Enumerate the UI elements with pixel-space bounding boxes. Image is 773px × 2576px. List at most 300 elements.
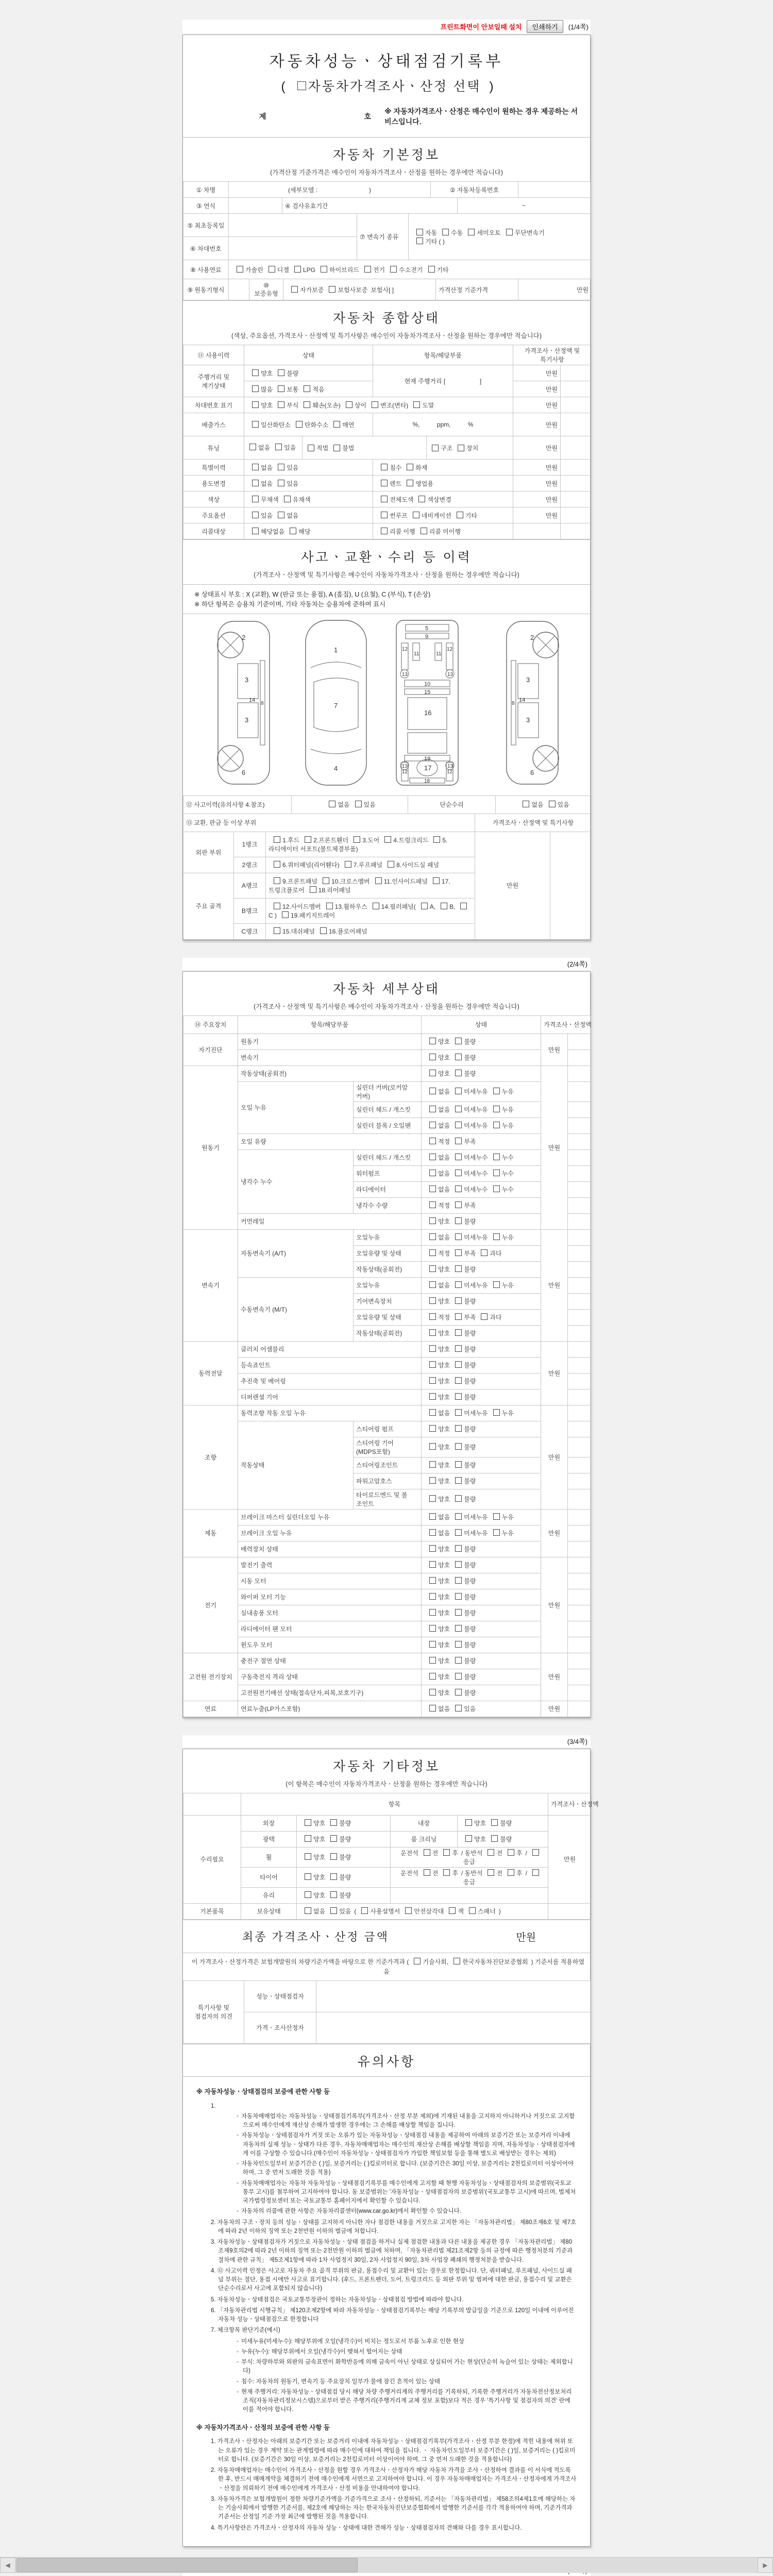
checkbox[interactable] xyxy=(390,266,397,273)
price-note-cell[interactable] xyxy=(568,1049,591,1065)
price-cell: 만원 xyxy=(513,507,561,523)
scrollbar-thumb[interactable] xyxy=(16,2558,358,2572)
price-note-cell[interactable] xyxy=(568,1421,591,1437)
price-note-cell[interactable] xyxy=(568,1309,591,1325)
checkbox[interactable] xyxy=(442,229,449,235)
checkbox[interactable] xyxy=(429,1393,436,1400)
checkbox[interactable] xyxy=(278,480,284,486)
checkbox[interactable] xyxy=(416,238,423,244)
checkbox[interactable] xyxy=(455,1138,462,1144)
checkbox[interactable] xyxy=(532,1849,539,1856)
checkbox[interactable] xyxy=(465,1819,472,1826)
checkbox[interactable] xyxy=(455,1657,462,1664)
checkbox[interactable] xyxy=(355,801,362,807)
price-note-cell[interactable] xyxy=(568,1117,591,1133)
checkbox[interactable] xyxy=(252,401,259,408)
checkbox[interactable] xyxy=(455,1170,462,1176)
checkbox[interactable] xyxy=(429,1265,436,1272)
checkbox[interactable] xyxy=(455,1705,462,1711)
checkbox[interactable] xyxy=(278,369,284,376)
checkbox[interactable] xyxy=(381,480,388,486)
checkbox[interactable] xyxy=(493,1106,500,1112)
assessor-remarks[interactable] xyxy=(316,2012,591,2043)
checkbox[interactable] xyxy=(418,496,425,502)
price-cell[interactable] xyxy=(513,523,561,539)
checkbox-label: 양호 xyxy=(438,1496,450,1503)
checkbox[interactable] xyxy=(321,266,327,273)
price-note-cell[interactable] xyxy=(568,1325,591,1341)
checkbox[interactable] xyxy=(493,1513,500,1520)
checkbox[interactable] xyxy=(455,1609,462,1616)
checkbox[interactable] xyxy=(375,877,382,884)
price-note-cell[interactable] xyxy=(568,1405,591,1421)
checkbox[interactable] xyxy=(330,1835,337,1842)
checkbox[interactable] xyxy=(455,1673,462,1680)
checkbox[interactable] xyxy=(381,464,388,470)
checkbox[interactable] xyxy=(455,1038,462,1044)
checkbox[interactable] xyxy=(429,1495,436,1502)
checkbox[interactable] xyxy=(354,836,360,843)
checkbox[interactable] xyxy=(278,385,284,392)
checkbox[interactable] xyxy=(441,903,447,909)
checkbox[interactable] xyxy=(429,1529,436,1536)
checkbox[interactable] xyxy=(424,1849,430,1856)
checkbox[interactable] xyxy=(493,1170,500,1176)
checkbox[interactable] xyxy=(304,401,310,408)
price-note-cell[interactable] xyxy=(568,1293,591,1309)
checkbox[interactable] xyxy=(491,1819,498,1826)
price-note-cell[interactable] xyxy=(548,1903,592,1919)
checkbox[interactable] xyxy=(381,496,388,502)
price-note-cell[interactable] xyxy=(568,1685,591,1701)
checkbox[interactable] xyxy=(330,1873,337,1880)
checkbox[interactable] xyxy=(455,1409,462,1416)
subitem-label: 실린더 헤드 / 개스킷 xyxy=(354,1149,422,1165)
checkbox[interactable] xyxy=(429,1201,436,1208)
checkbox[interactable] xyxy=(252,480,259,486)
inspector-remarks[interactable] xyxy=(316,1980,591,2012)
field-first-reg-value[interactable] xyxy=(229,214,357,237)
price-note-cell[interactable] xyxy=(568,1081,591,1101)
checkbox[interactable] xyxy=(429,1561,436,1568)
checkbox[interactable] xyxy=(429,1361,436,1368)
checkbox[interactable] xyxy=(455,1106,462,1112)
checkbox[interactable] xyxy=(455,1377,462,1384)
checkbox[interactable] xyxy=(429,1545,436,1552)
checkbox[interactable] xyxy=(274,903,280,909)
price-note-cell[interactable] xyxy=(561,413,592,436)
checkbox[interactable] xyxy=(455,1641,462,1648)
checkbox[interactable] xyxy=(468,229,475,235)
price-note-cell[interactable] xyxy=(568,1277,591,1293)
checkbox[interactable] xyxy=(290,528,296,534)
price-note-cell[interactable] xyxy=(561,365,592,381)
checkbox[interactable] xyxy=(330,1891,337,1898)
checkbox[interactable] xyxy=(429,1281,436,1288)
mainoption-options-1 xyxy=(244,507,373,523)
checkbox[interactable] xyxy=(278,512,284,518)
checkbox[interactable] xyxy=(491,1835,498,1842)
price-note-cell[interactable] xyxy=(561,436,592,460)
checkbox[interactable] xyxy=(457,512,463,518)
emission-values[interactable]: %, ppm, % xyxy=(373,413,513,436)
checkbox[interactable] xyxy=(429,1070,436,1076)
checkbox[interactable] xyxy=(481,1313,488,1320)
horizontal-scrollbar[interactable] xyxy=(0,2557,773,2573)
price-note-cell[interactable] xyxy=(568,1357,591,1373)
checkbox[interactable] xyxy=(414,1958,421,1964)
price-note-cell[interactable] xyxy=(568,1557,591,1573)
price-note-cell[interactable] xyxy=(561,492,592,507)
legend-line-1: ※ 상태표시 부호 : X (교환), W (판금 또는 용접), A (흠집), U (요철), C (부식), T (손상) xyxy=(194,591,431,598)
checkbox[interactable] xyxy=(429,1425,436,1432)
checkbox[interactable] xyxy=(330,1853,337,1860)
checkbox[interactable] xyxy=(493,1233,500,1240)
svg-text:4: 4 xyxy=(334,764,338,772)
checkbox[interactable] xyxy=(421,903,428,909)
checkbox[interactable] xyxy=(429,1138,436,1144)
section-title-etc: 자동차 기타정보 xyxy=(333,1759,440,1774)
checkbox[interactable] xyxy=(508,1869,514,1876)
checkbox[interactable] xyxy=(372,401,378,408)
checkbox[interactable] xyxy=(455,1477,462,1484)
checkbox[interactable] xyxy=(373,903,379,909)
checkbox[interactable] xyxy=(455,1577,462,1584)
checkbox[interactable] xyxy=(249,444,256,450)
checkbox[interactable] xyxy=(429,1477,436,1484)
checkbox[interactable] xyxy=(429,1038,436,1044)
checkbox[interactable] xyxy=(429,1377,436,1384)
checkbox[interactable] xyxy=(305,1907,311,1914)
checkbox[interactable] xyxy=(455,1361,462,1368)
checkbox[interactable] xyxy=(284,496,291,502)
checkbox[interactable] xyxy=(364,266,371,273)
price-note-cell[interactable] xyxy=(568,1033,591,1049)
field-submodel[interactable]: (세부모델 : ) xyxy=(229,182,431,198)
checkbox[interactable] xyxy=(429,1106,436,1112)
checkbox[interactable] xyxy=(278,401,284,408)
checkbox[interactable] xyxy=(429,1625,436,1632)
checkbox[interactable] xyxy=(455,1265,462,1272)
checkbox[interactable] xyxy=(429,1249,436,1256)
price-note-cell[interactable] xyxy=(568,1261,591,1277)
checkbox[interactable] xyxy=(429,1233,436,1240)
checkbox[interactable] xyxy=(429,1577,436,1584)
price-note-cell[interactable] xyxy=(568,1489,591,1509)
checkbox[interactable] xyxy=(453,1958,460,1964)
price-note-cell[interactable] xyxy=(561,397,592,413)
field-reg-no-value[interactable] xyxy=(518,182,591,198)
checkbox[interactable] xyxy=(455,1233,462,1240)
price-note-cell[interactable] xyxy=(568,1181,591,1197)
checkbox[interactable] xyxy=(460,903,467,909)
checkbox[interactable] xyxy=(455,1329,462,1336)
checkbox[interactable] xyxy=(455,1088,462,1094)
checkbox-label: 렌트 xyxy=(390,480,402,487)
checkbox[interactable] xyxy=(506,229,513,235)
checkbox[interactable] xyxy=(416,229,423,235)
checkbox[interactable] xyxy=(465,1835,472,1842)
print-button[interactable]: 인쇄하기 xyxy=(527,20,563,33)
checkbox[interactable] xyxy=(333,445,340,451)
checkbox[interactable] xyxy=(252,464,259,470)
checkbox[interactable] xyxy=(333,421,340,428)
table-row xyxy=(183,1509,591,1525)
price-note-cell[interactable] xyxy=(568,1149,591,1165)
checkbox[interactable] xyxy=(429,1443,436,1450)
checkbox[interactable] xyxy=(455,1625,462,1632)
checkbox[interactable] xyxy=(455,1054,462,1060)
checkbox[interactable] xyxy=(274,836,280,843)
checkbox[interactable] xyxy=(308,445,314,451)
checkbox[interactable] xyxy=(305,1819,311,1826)
price-note-cell[interactable] xyxy=(568,1389,591,1405)
checkbox[interactable] xyxy=(424,1869,430,1876)
price-note-cell[interactable] xyxy=(568,1525,591,1541)
checkbox[interactable] xyxy=(305,1891,311,1898)
checkbox[interactable] xyxy=(252,385,259,392)
checkbox[interactable] xyxy=(320,927,327,934)
checkbox[interactable] xyxy=(252,528,259,534)
price-note-cell[interactable] xyxy=(568,1213,591,1229)
checkbox[interactable] xyxy=(384,836,391,843)
checkbox[interactable] xyxy=(345,861,351,868)
checkbox[interactable] xyxy=(429,1122,436,1128)
checkbox[interactable] xyxy=(428,266,435,273)
checkbox[interactable] xyxy=(455,1217,462,1224)
checkbox[interactable] xyxy=(532,1869,539,1876)
checkbox[interactable] xyxy=(296,421,303,428)
checkbox[interactable] xyxy=(407,464,413,470)
checkbox[interactable] xyxy=(508,1849,514,1856)
install-notice-link[interactable]: 프린트화면이 안보일때 설치 xyxy=(440,23,522,31)
checkbox[interactable] xyxy=(493,1154,500,1160)
checkbox[interactable] xyxy=(429,1297,436,1304)
checkbox[interactable] xyxy=(455,1461,462,1468)
checkbox[interactable] xyxy=(488,1869,494,1876)
scroll-left-arrow[interactable]: ◀ xyxy=(0,2557,15,2573)
field-model-year-value[interactable] xyxy=(229,198,282,214)
checkbox[interactable] xyxy=(429,1513,436,1520)
checkbox[interactable] xyxy=(433,877,440,884)
checkbox[interactable] xyxy=(455,1393,462,1400)
checkbox[interactable] xyxy=(481,1249,488,1256)
checkbox[interactable] xyxy=(275,444,282,450)
checkbox[interactable] xyxy=(429,1054,436,1060)
price-note-cell[interactable] xyxy=(568,1065,591,1081)
checkbox[interactable] xyxy=(304,385,310,392)
checkbox[interactable] xyxy=(493,1185,500,1192)
checkbox[interactable] xyxy=(429,1705,436,1711)
checkbox[interactable] xyxy=(282,911,289,918)
checkbox[interactable] xyxy=(523,801,529,807)
checkbox[interactable] xyxy=(455,1495,462,1502)
checkbox[interactable] xyxy=(455,1154,462,1160)
checkbox[interactable] xyxy=(455,1185,462,1192)
checkbox[interactable] xyxy=(455,1201,462,1208)
field-inspection-period-value[interactable]: ~ xyxy=(458,198,591,214)
checkbox[interactable] xyxy=(429,1170,436,1176)
checkbox[interactable] xyxy=(305,1853,311,1860)
price-note-cell[interactable] xyxy=(568,1589,591,1605)
price-note-cell[interactable] xyxy=(568,1541,591,1557)
checkbox[interactable] xyxy=(455,1313,462,1320)
checkbox[interactable] xyxy=(330,1907,337,1914)
checkbox[interactable] xyxy=(291,286,298,293)
checkbox[interactable] xyxy=(429,1217,436,1224)
checkbox[interactable] xyxy=(413,512,419,518)
checkbox[interactable] xyxy=(443,1869,450,1876)
checkbox[interactable] xyxy=(433,836,440,843)
price-note-cell[interactable] xyxy=(568,1373,591,1389)
checkbox[interactable] xyxy=(274,877,280,884)
checkbox[interactable] xyxy=(455,1249,462,1256)
price-note-cell[interactable] xyxy=(568,1669,591,1685)
checkbox[interactable] xyxy=(429,1461,436,1468)
checkbox[interactable] xyxy=(381,512,388,518)
checkbox[interactable] xyxy=(493,1529,500,1536)
checkbox[interactable] xyxy=(455,1281,462,1288)
checkbox[interactable] xyxy=(294,266,301,273)
checkbox[interactable] xyxy=(429,1609,436,1616)
price-note-cell[interactable] xyxy=(568,1133,591,1149)
checkbox[interactable] xyxy=(549,801,556,807)
checkbox[interactable] xyxy=(455,1070,462,1076)
price-note-cell[interactable] xyxy=(561,523,592,539)
price-note-cell[interactable] xyxy=(568,1509,591,1525)
checkbox[interactable] xyxy=(310,886,316,893)
checkbox[interactable] xyxy=(305,836,311,843)
inline-text: ) xyxy=(498,1908,501,1915)
checkbox[interactable] xyxy=(488,1849,494,1856)
checkbox[interactable] xyxy=(274,927,280,934)
rank-price-note-cell[interactable] xyxy=(550,832,592,939)
checkbox[interactable] xyxy=(329,286,335,293)
checkbox[interactable] xyxy=(429,1673,436,1680)
checkbox[interactable] xyxy=(455,1443,462,1450)
checkbox[interactable] xyxy=(346,401,352,408)
checkbox[interactable] xyxy=(429,1154,436,1160)
price-note-cell[interactable] xyxy=(561,507,592,523)
price-note-cell[interactable] xyxy=(568,1473,591,1489)
checkbox[interactable] xyxy=(388,861,394,868)
price-note-cell[interactable] xyxy=(561,460,592,476)
checkbox[interactable] xyxy=(252,369,259,376)
checkbox[interactable] xyxy=(469,1907,476,1914)
checkbox[interactable] xyxy=(329,801,335,807)
price-note-cell[interactable] xyxy=(568,1197,591,1213)
checkbox[interactable] xyxy=(421,528,427,534)
checkbox[interactable] xyxy=(429,1313,436,1320)
checkbox[interactable] xyxy=(455,1122,462,1128)
checkbox[interactable] xyxy=(455,1561,462,1568)
checkbox[interactable] xyxy=(429,1641,436,1648)
checkbox[interactable] xyxy=(455,1545,462,1552)
price-note-cell[interactable] xyxy=(561,476,592,492)
price-note-cell[interactable] xyxy=(568,1165,591,1181)
checkbox[interactable] xyxy=(455,1297,462,1304)
checkbox[interactable] xyxy=(381,528,388,534)
checkbox[interactable] xyxy=(237,266,243,273)
price-note-cell[interactable] xyxy=(568,1573,591,1589)
price-note-cell[interactable] xyxy=(568,1701,591,1717)
checkbox[interactable] xyxy=(493,1409,500,1416)
checkbox[interactable] xyxy=(305,1835,311,1842)
checkbox[interactable] xyxy=(455,1345,462,1352)
checkbox[interactable] xyxy=(323,877,329,884)
checkbox[interactable] xyxy=(429,1657,436,1664)
checkbox[interactable] xyxy=(432,445,439,451)
checkbox[interactable] xyxy=(268,266,275,273)
price-cell: 만원 xyxy=(513,365,561,381)
price-note-cell[interactable] xyxy=(568,1437,591,1457)
price-note-cell[interactable] xyxy=(568,1637,591,1653)
checkbox[interactable] xyxy=(330,1819,337,1826)
checkbox[interactable] xyxy=(429,1329,436,1336)
price-note-cell[interactable] xyxy=(568,1101,591,1117)
checkbox[interactable] xyxy=(429,1593,436,1600)
checkbox[interactable] xyxy=(455,1513,462,1520)
checkbox-label: 누유 xyxy=(501,1234,514,1241)
checkbox[interactable] xyxy=(493,1281,500,1288)
price-note-cell[interactable] xyxy=(568,1457,591,1473)
checkbox[interactable] xyxy=(252,512,259,518)
price-note-cell[interactable] xyxy=(568,1229,591,1245)
price-note-cell[interactable] xyxy=(561,381,592,397)
transmission-options xyxy=(409,214,591,260)
field-engine-type-value[interactable] xyxy=(229,279,249,300)
price-basis-line xyxy=(183,1953,590,1981)
checkbox[interactable] xyxy=(305,1873,311,1880)
price-note-cell[interactable] xyxy=(568,1245,591,1261)
price-note-cell[interactable] xyxy=(568,1341,591,1357)
subitem-label: 냉각수 수량 xyxy=(354,1197,422,1213)
checkbox-label: 적정 xyxy=(438,1314,450,1321)
checkbox[interactable] xyxy=(429,1409,436,1416)
checkbox[interactable] xyxy=(405,1907,412,1914)
checkbox[interactable] xyxy=(493,1122,500,1128)
mainoption-options-2 xyxy=(373,507,513,523)
scroll-right-arrow[interactable]: ▶ xyxy=(758,2557,773,2573)
checkbox[interactable] xyxy=(278,464,284,470)
checkbox[interactable] xyxy=(407,480,413,486)
checkbox[interactable] xyxy=(429,1088,436,1094)
checkbox[interactable] xyxy=(252,496,259,502)
checkbox[interactable] xyxy=(326,903,333,909)
checkbox[interactable] xyxy=(458,445,464,451)
price-note-cell[interactable] xyxy=(568,1605,591,1621)
checkbox[interactable] xyxy=(429,1689,436,1696)
checkbox[interactable] xyxy=(455,1593,462,1600)
checkbox[interactable] xyxy=(361,1907,368,1914)
price-note-cell[interactable] xyxy=(568,1621,591,1637)
mileage-current[interactable]: 현재 주행거리 [ ] xyxy=(373,365,513,397)
checkbox[interactable] xyxy=(413,401,420,408)
checkbox[interactable] xyxy=(429,1345,436,1352)
checkbox[interactable] xyxy=(297,81,306,90)
checkbox[interactable] xyxy=(493,1088,500,1094)
checkbox[interactable] xyxy=(252,421,259,428)
field-vin-value[interactable] xyxy=(229,237,357,260)
checkbox[interactable] xyxy=(455,1529,462,1536)
checkbox[interactable] xyxy=(449,1907,456,1914)
checkbox[interactable] xyxy=(443,1849,450,1856)
checkbox[interactable] xyxy=(274,861,280,868)
checkbox[interactable] xyxy=(455,1425,462,1432)
price-note-cell[interactable] xyxy=(568,1653,591,1669)
checkbox[interactable] xyxy=(455,1689,462,1696)
checkbox[interactable] xyxy=(429,1185,436,1192)
